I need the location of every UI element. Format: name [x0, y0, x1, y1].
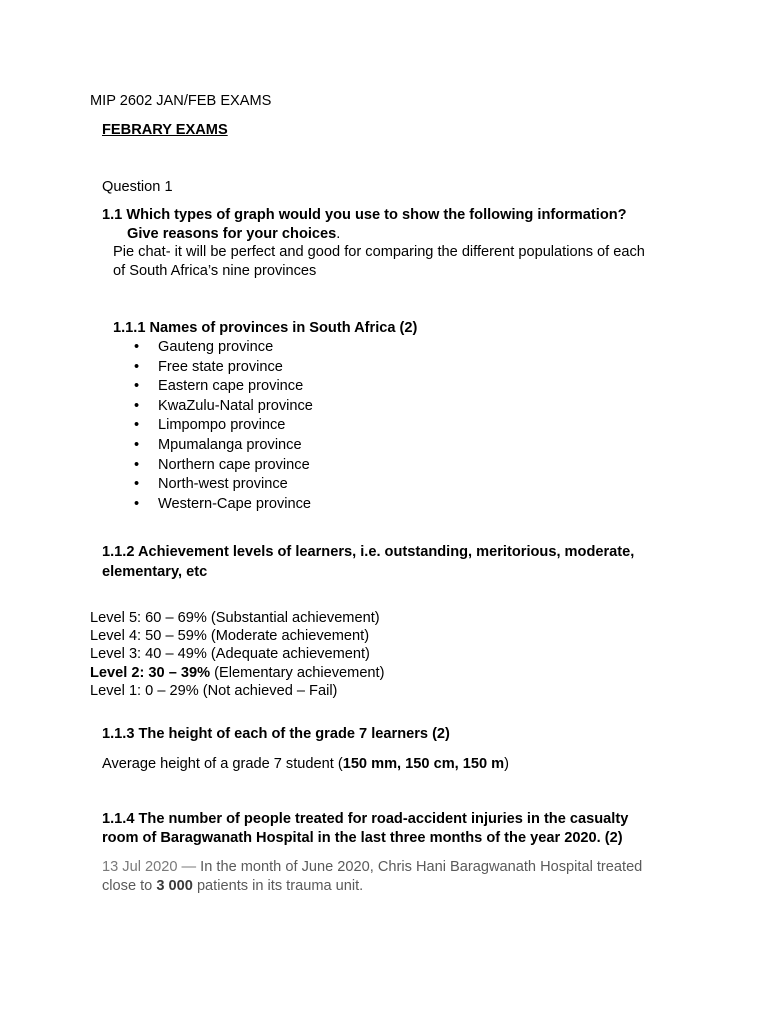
province-list: [134, 338, 313, 514]
achievement-levels: [90, 609, 384, 700]
bullet-icon: •: [134, 397, 140, 414]
level-3: Level 3: 40 – 49% (Adequate achievement): [90, 646, 370, 663]
news-text-post: patients in its trauma unit.: [192, 878, 364, 894]
province-name: North-west province: [158, 476, 288, 493]
q1-1-3-answer-post: ): [504, 756, 510, 772]
province-name: Limpompo province: [158, 417, 286, 434]
level-2-desc: (Elementary achievement): [210, 664, 385, 681]
list-item: [134, 416, 313, 436]
news-date: 13 Jul 2020 —: [102, 859, 201, 875]
document-title: MIP 2602 JAN/FEB EXAMS: [90, 93, 272, 109]
bullet-icon: •: [134, 476, 140, 493]
bullet-icon: •: [134, 358, 140, 375]
q1-1-4-answer-line2: [102, 877, 363, 897]
q1-1-1-heading: 1.1.1 Names of provinces in South Africa (2): [113, 320, 418, 336]
level-4: Level 4: 50 – 59% (Moderate achievement): [90, 628, 370, 645]
q1-1-4-heading-line1: 1.1.4 The number of people treated for road-accident injuries in the casualty: [102, 811, 629, 827]
level-5: Level 5: 60 – 69% (Substantial achievement): [90, 610, 380, 626]
section-title: FEBRARY EXAMS: [102, 122, 228, 138]
province-name: Free state province: [158, 358, 283, 375]
level-2: [90, 664, 384, 682]
level-1: Level 1: 0 – 29% (Not achieved – Fail): [90, 682, 338, 699]
list-item: [134, 338, 313, 358]
q1-1-heading-line2-text: Give reasons for your choices: [127, 226, 337, 242]
list-item: [134, 377, 313, 397]
list-item: [134, 436, 313, 456]
bullet-icon: •: [134, 456, 140, 473]
province-name: KwaZulu-Natal province: [158, 397, 313, 414]
q1-1-3-answer-values: 150 mm, 150 cm, 150 m: [342, 756, 505, 772]
q1-1-3-answer: [102, 755, 509, 775]
bullet-icon: •: [134, 417, 140, 434]
bullet-icon: •: [134, 378, 140, 395]
q1-1-3-heading: 1.1.3 The height of each of the grade 7 learners (2): [102, 726, 450, 742]
news-text-pre: close to: [102, 878, 157, 894]
q1-1-heading-line1: 1.1 Which types of graph would you use to show the following information?: [102, 207, 627, 223]
q1-1-4-heading-line2: room of Baragwanath Hospital in the last three months of the year 2020. (2): [102, 830, 623, 846]
question-label: Question 1: [102, 179, 173, 195]
q1-1-heading-period: .: [336, 226, 341, 242]
province-name: Western-Cape province: [158, 495, 312, 512]
q1-1-answer-line2: of South Africa’s nine provinces: [113, 263, 317, 279]
bullet-icon: •: [134, 436, 140, 453]
province-name: Gauteng province: [158, 339, 274, 355]
province-name: Eastern cape province: [158, 378, 304, 395]
province-name: Mpumalanga province: [158, 436, 302, 453]
province-name: Northern cape province: [158, 456, 310, 473]
q1-1-heading-line2: [127, 225, 340, 245]
q1-1-answer-line1: Pie chat- it will be perfect and good for comparing the different populations of each: [113, 244, 645, 260]
list-item: [134, 495, 313, 515]
list-item: [134, 397, 313, 417]
news-text-count: 3 000: [156, 878, 193, 894]
bullet-icon: •: [134, 495, 140, 512]
q1-1-2-heading-line1: 1.1.2 Achievement levels of learners, i.e. outstanding, meritorious, moderate,: [102, 544, 635, 560]
level-2-range: Level 2: 30 – 39%: [90, 664, 211, 681]
news-text-line1: In the month of June 2020, Chris Hani Baragwanath Hospital treated: [200, 859, 643, 875]
list-item: [134, 358, 313, 378]
list-item: [134, 456, 313, 476]
bullet-icon: •: [134, 339, 140, 355]
list-item: [134, 475, 313, 495]
q1-1-4-answer-line1: [102, 858, 642, 878]
q1-1-3-answer-pre: Average height of a grade 7 student (: [102, 756, 343, 772]
q1-1-2-heading-line2: elementary, etc: [102, 564, 208, 580]
